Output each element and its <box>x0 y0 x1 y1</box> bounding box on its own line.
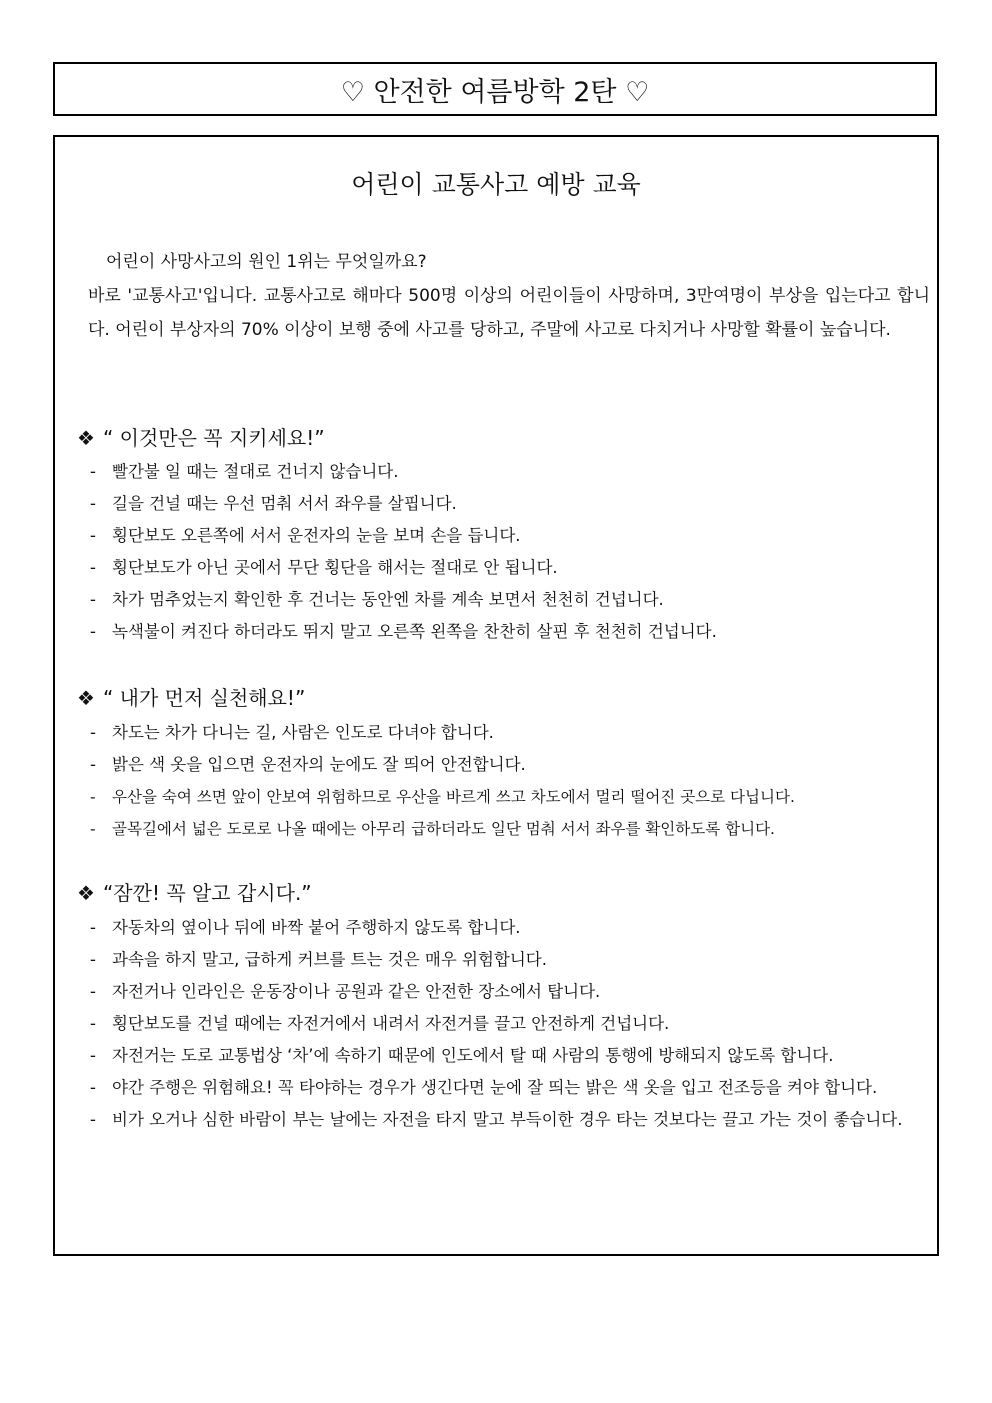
diamond-bullet-icon: ❖ <box>77 426 95 450</box>
content-box <box>53 135 939 1256</box>
list-item: - 자전거는 도로 교통법상 ‘차’에 속하기 때문에 인도에서 탈 때 사람의 통행에 방해되지 않도록 합니다. <box>90 1046 834 1065</box>
content-subtitle: 어린이 교통사고 예방 교육 <box>351 170 641 199</box>
list-item: - 길을 건널 때는 우선 멈춰 서서 좌우를 살핍니다. <box>90 494 457 513</box>
diamond-bullet-icon: ❖ <box>77 881 95 905</box>
list-item: - 비가 오거나 심한 바람이 부는 날에는 자전을 타지 말고 부득이한 경우 타는 것보다는 끌고 가는 것이 좋습니다. <box>90 1110 903 1129</box>
section-heading-text: “잠깐! 꼭 알고 갑시다.” <box>102 881 312 905</box>
section-list-2 <box>90 717 930 845</box>
page-title-box <box>53 62 937 116</box>
list-item: - 횡단보도를 건널 때에는 자전거에서 내려서 자전거를 끌고 안전하게 건넙니다. <box>90 1014 670 1033</box>
list-item: - 녹색불이 켜진다 하더라도 뛰지 말고 오른쪽 왼쪽을 찬찬히 살핀 후 천천히 건넙니다. <box>90 622 717 641</box>
list-item: - 차가 멈추었는지 확인한 후 건너는 동안엔 차를 계속 보면서 천천히 건넙니다. <box>90 590 664 609</box>
list-item: - 횡단보도 오른쪽에 서서 운전자의 눈을 보며 손을 듭니다. <box>90 526 521 545</box>
list-item: - 과속을 하지 말고, 급하게 커브를 트는 것은 매우 위험합니다. <box>90 950 547 969</box>
intro-paragraph <box>88 245 930 347</box>
section-list-1 <box>90 456 930 648</box>
section-heading-1 <box>77 422 325 451</box>
list-item: - 밝은 색 옷을 입으면 운전자의 눈에도 잘 띄어 안전합니다. <box>90 755 526 774</box>
list-item: - 야간 주행은 위험해요! 꼭 타야하는 경우가 생긴다면 눈에 잘 띄는 밝은 색 옷을 입고 전조등을 켜야 합니다. <box>90 1078 878 1097</box>
list-item: - 골목길에서 넓은 도로로 나올 때에는 아무리 급하더라도 일단 멈춰 서서 좌우를 확인하도록 합니다. <box>90 820 775 838</box>
section-heading-text: “ 내가 먼저 실천해요!” <box>102 686 306 710</box>
section-heading-3 <box>77 877 312 906</box>
diamond-bullet-icon: ❖ <box>77 686 95 710</box>
page-title: ♡ 안전한 여름방학 2탄 ♡ <box>340 76 650 108</box>
section-heading-text: “ 이것만은 꼭 지키세요!” <box>102 426 325 450</box>
list-item: - 횡단보도가 아닌 곳에서 무단 횡단을 해서는 절대로 안 됩니다. <box>90 558 558 577</box>
section-heading-2 <box>77 682 305 711</box>
section-list-3 <box>90 912 930 1136</box>
list-item: - 빨간불 일 때는 절대로 건너지 않습니다. <box>90 462 399 481</box>
intro-question: 어린이 사망사고의 원인 1위는 무엇일까요? <box>106 252 427 272</box>
list-item: - 자동차의 옆이나 뒤에 바짝 붙어 주행하지 않도록 합니다. <box>90 918 521 937</box>
list-item: - 자전거나 인라인은 운동장이나 공원과 같은 안전한 장소에서 탑니다. <box>90 982 601 1001</box>
list-item: - 우산을 숙여 쓰면 앞이 안보여 위험하므로 우산을 바르게 쓰고 차도에서 멀리 떨어진 곳으로 다닙니다. <box>90 788 795 806</box>
list-item: - 차도는 차가 다니는 길, 사람은 인도로 다녀야 합니다. <box>90 723 494 742</box>
intro-text: 바로 '교통사고'입니다. 교통사고로 해마다 500명 이상의 어린이들이 사망하며, 3만여명이 부상을 입는다고 합니다. 어린이 부상자의 70% 이상이 보행 중에 사고를 당하고, 주말에 사고로 다치거나 사망할 확률이 높습니다. <box>88 286 930 340</box>
